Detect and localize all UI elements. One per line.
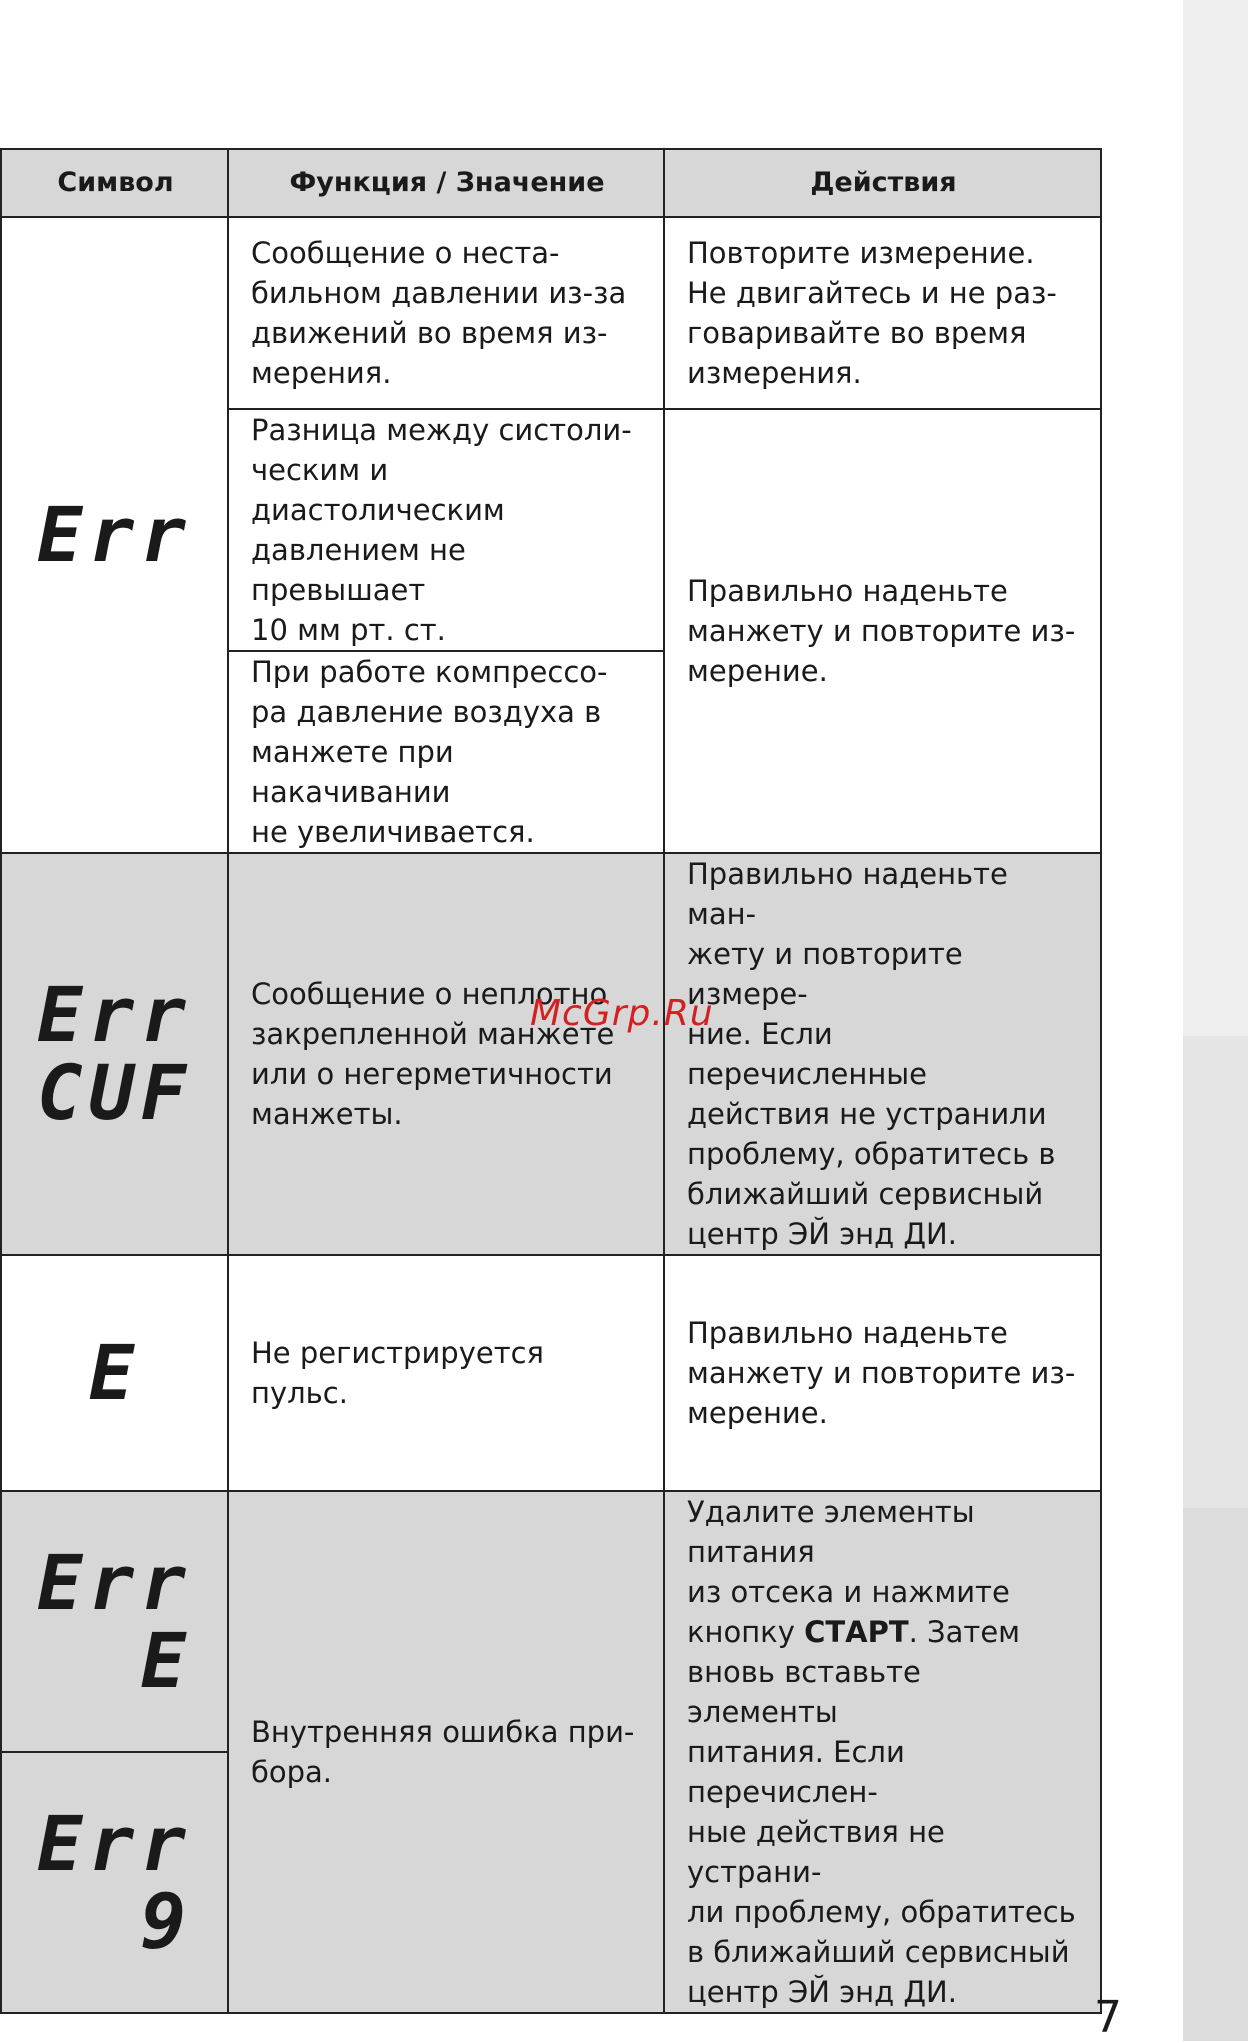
function-cell xyxy=(228,217,664,409)
header-symbol: Символ xyxy=(1,149,228,217)
header-action: Действия xyxy=(664,149,1101,217)
action-text: Правильно наденьте манжету и повторите из- мерение. xyxy=(687,574,1076,688)
page-edge-strip-bottom xyxy=(1183,1508,1248,2041)
symbol-cell-err-e xyxy=(1,1491,228,1752)
lcd-symbol-err: Err xyxy=(36,490,193,579)
table-row-e xyxy=(1,1255,1101,1491)
function-text: Разница между систоли- ческим и диастолическим давлением не превышает 10 мм рт. ст. xyxy=(251,413,632,647)
action-text: Правильно наденьте ман- жету и повторите измере- ние. Если перечисленные действия не устранили проблему, обратитесь в ближайший сервисный центр ЭЙ энд ДИ. xyxy=(687,857,1056,1251)
function-cell xyxy=(228,1491,664,2013)
symbol-cell-err xyxy=(1,217,228,853)
lcd-symbol-err-e xyxy=(36,1537,193,1705)
page-edge-strip-middle xyxy=(1183,1036,1248,1508)
action-text-part: Удалите элементы питания из отсека и нажмите кнопку xyxy=(687,1495,1010,1649)
function-cell xyxy=(228,853,664,1255)
lcd-line: E xyxy=(140,1615,193,1705)
lcd-line: Err xyxy=(36,1798,193,1888)
watermark: McGrp.Ru xyxy=(530,993,714,1034)
function-text: При работе компрессо- ра давление воздуха в манжете при накачивании не увеличивается. xyxy=(251,655,608,849)
function-cell xyxy=(228,651,664,853)
function-cell xyxy=(228,1255,664,1491)
action-text: Повторите измерение. Не двигайтесь и не раз- говаривайте во время измерения. xyxy=(687,236,1057,390)
function-text: Внутренняя ошибка при- бора. xyxy=(251,1715,635,1789)
action-cell xyxy=(664,853,1101,1255)
lcd-symbol-e: E xyxy=(88,1328,141,1417)
table-header-row xyxy=(1,149,1101,217)
error-codes-table xyxy=(0,148,1102,2014)
symbol-cell-e xyxy=(1,1255,228,1491)
lcd-line: Err xyxy=(36,970,193,1059)
lcd-symbol-err-9 xyxy=(36,1798,193,1966)
action-cell xyxy=(664,217,1101,409)
symbol-cell-cuf xyxy=(1,853,228,1255)
symbol-cell-err-9 xyxy=(1,1752,228,2013)
action-text-part: . Затем вновь вставьте элементы питания. Если перечислен- ные действия не устрани- ли проблему, обратитесь в ближайший сервисный центр ЭЙ энд ДИ. xyxy=(687,1615,1076,2009)
lcd-line: CUF xyxy=(36,1048,193,1137)
page-number: 7 xyxy=(1094,1992,1122,2043)
function-text: Сообщение о неста- бильном давлении из-за движений во время из- мерения. xyxy=(251,236,627,390)
lcd-line: Err xyxy=(36,1537,193,1627)
header-function: Функция / Значение xyxy=(228,149,664,217)
table-row-internal-1 xyxy=(1,1491,1101,1752)
function-text: Сообщение о неплотно закрепленной манжете или о негерметичности манжеты. xyxy=(251,977,615,1131)
action-text xyxy=(687,1495,1076,2009)
start-button-label: СТАРТ xyxy=(804,1615,909,1649)
action-text: Правильно наденьте манжету и повторите из- мерение. xyxy=(687,1316,1076,1430)
action-cell xyxy=(664,1491,1101,2013)
function-cell xyxy=(228,409,664,651)
lcd-symbol-err-cuf xyxy=(36,970,193,1137)
lcd-line: 9 xyxy=(140,1876,193,1966)
action-cell xyxy=(664,409,1101,853)
table-row-cuf xyxy=(1,853,1101,1255)
page-edge-strip-top xyxy=(1183,0,1248,1036)
table-row-err-1 xyxy=(1,217,1101,409)
action-cell xyxy=(664,1255,1101,1491)
function-text: Не регистрируется пульс. xyxy=(251,1336,544,1410)
